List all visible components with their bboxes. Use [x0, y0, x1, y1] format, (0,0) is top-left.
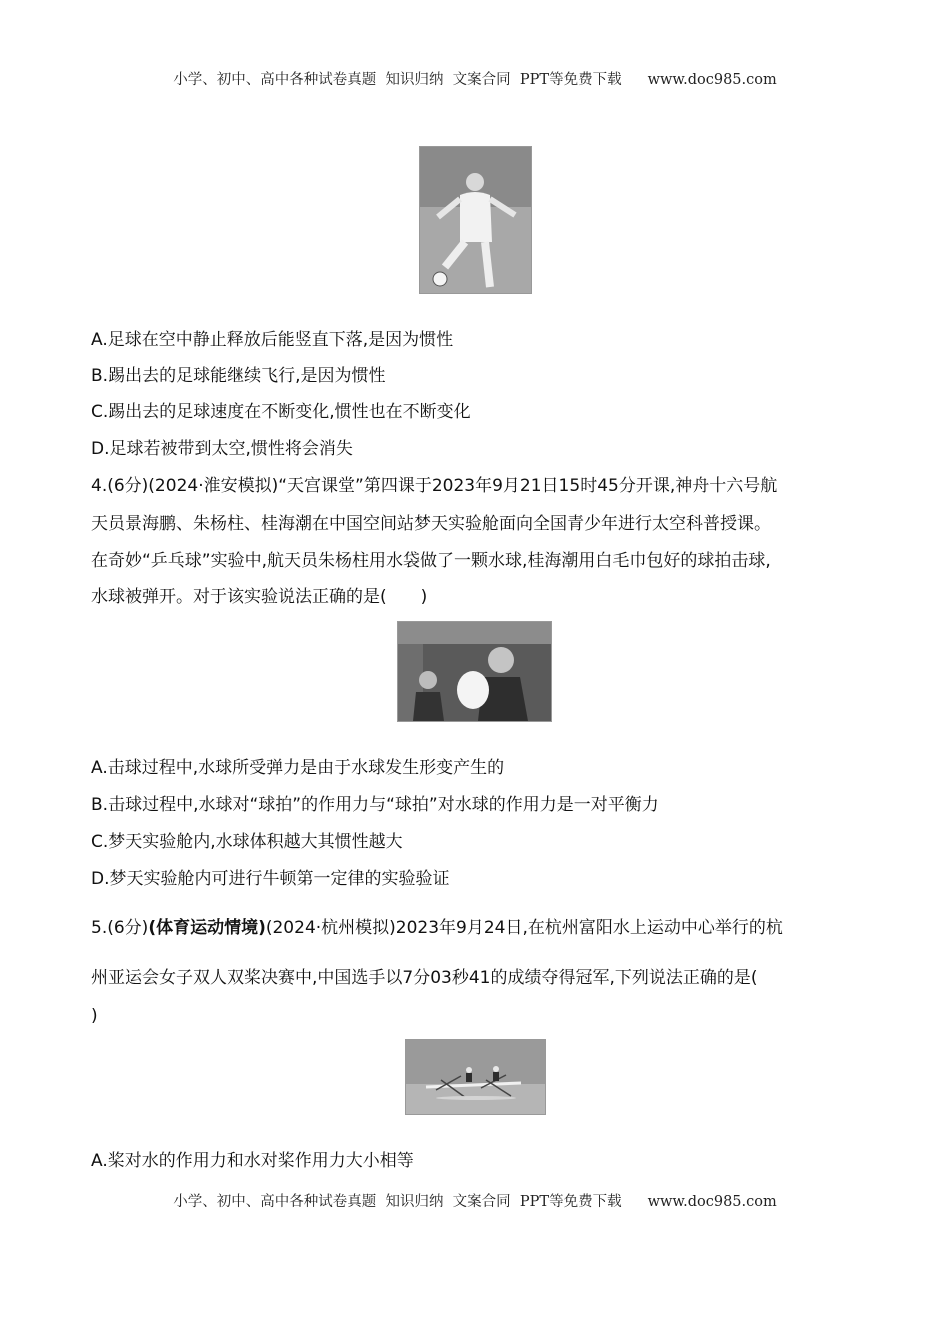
q3-option-c: C.踢出去的足球速度在不断变化,惯性也在不断变化	[91, 402, 471, 422]
q5-prefix: 5.(6分)	[91, 918, 149, 938]
q4-stem-line-2: 天员景海鹏、朱杨柱、桂海潮在中国空间站梦天实验舱面向全国青少年进行太空科普授课。	[91, 514, 771, 534]
q4-stem-line-3: 在奇妙“乒乓球”实验中,航天员朱杨柱用水袋做了一颗水球,桂海潮用白毛巾包好的球拍击球,	[91, 551, 771, 571]
q3-option-a: A.足球在空中静止释放后能竖直下落,是因为惯性	[91, 330, 454, 350]
astronaut-water-ball-photo	[397, 621, 552, 722]
q4-option-b: B.击球过程中,水球对“球拍”的作用力与“球拍”对水球的作用力是一对平衡力	[91, 795, 659, 815]
q5-stem-line-3: )	[91, 1006, 98, 1026]
q5-context-tag: (体育运动情境)	[148, 918, 266, 938]
q5-stem-line-2: 州亚运会女子双人双桨决赛中,中国选手以7分03秒41的成绩夺得冠军,下列说法正确的是(	[91, 968, 758, 988]
soccer-player-photo	[419, 146, 532, 294]
footer-text: 小学、初中、高中各种试卷真题 知识归纳 文案合同 PPT等免费下载	[173, 1194, 622, 1210]
q3-option-d: D.足球若被带到太空,惯性将会消失	[91, 439, 353, 459]
page-footer	[0, 1190, 950, 1211]
q5-stem-line-1	[91, 917, 871, 939]
rowing-boat-photo	[405, 1039, 546, 1115]
q4-option-d: D.梦天实验舱内可进行牛顿第一定律的实验验证	[91, 869, 450, 889]
q5-option-a: A.桨对水的作用力和水对桨作用力大小相等	[91, 1151, 414, 1171]
q4-stem-line-4: 水球被弹开。对于该实验说法正确的是( )	[91, 587, 428, 607]
q4-option-a: A.击球过程中,水球所受弹力是由于水球发生形变产生的	[91, 758, 505, 778]
page-header	[0, 68, 950, 89]
q4-stem-line-1: 4.(6分)(2024·淮安模拟)“天宫课堂”第四课于2023年9月21日15时45分开课,神舟十六号航	[91, 476, 778, 496]
q5-stem-rest: (2024·杭州模拟)2023年9月24日,在杭州富阳水上运动中心举行的杭	[265, 918, 783, 938]
header-text: 小学、初中、高中各种试卷真题 知识归纳 文案合同 PPT等免费下载	[173, 72, 622, 88]
q4-option-c: C.梦天实验舱内,水球体积越大其惯性越大	[91, 832, 403, 852]
header-site: www.doc985.com	[647, 72, 777, 88]
footer-site: www.doc985.com	[647, 1194, 777, 1210]
q3-option-b: B.踢出去的足球能继续飞行,是因为惯性	[91, 366, 386, 386]
